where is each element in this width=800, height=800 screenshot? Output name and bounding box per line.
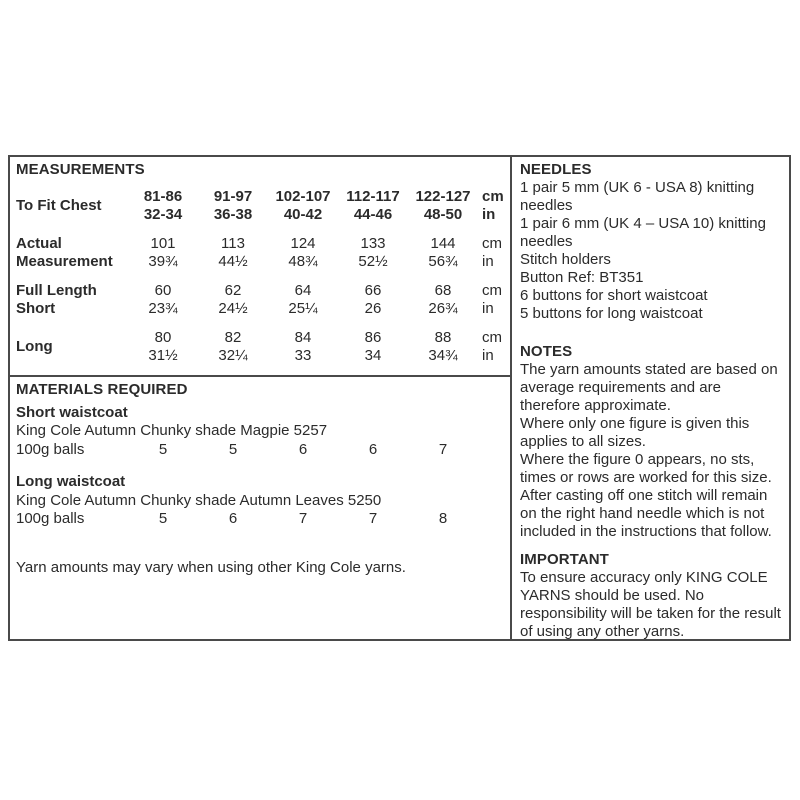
- balls-count: 6: [298, 440, 308, 458]
- needles-item: 5 buttons for long waistcoat: [520, 305, 703, 322]
- materials-long-waistcoat: [16, 473, 510, 529]
- balls-count: 8: [438, 510, 448, 527]
- size-in: 40-42: [283, 206, 323, 223]
- value-cm: 88: [434, 328, 452, 346]
- size-in: 32-34: [143, 206, 183, 223]
- value-cell: [268, 329, 338, 366]
- value-in: 26¾: [428, 300, 458, 317]
- unit-cell: [478, 329, 512, 366]
- value-cell: [128, 282, 198, 319]
- materials-short-waistcoat: [16, 404, 510, 460]
- value-cm: 66: [364, 281, 382, 299]
- needles-item: 6 buttons for short waistcoat: [520, 287, 708, 304]
- value-cell: [128, 329, 198, 366]
- unit-cell-empty: [478, 441, 512, 460]
- unit-cm: cm: [482, 328, 502, 346]
- right-column: [512, 157, 789, 639]
- value-cell: [198, 235, 268, 272]
- value-in: 48¾: [288, 253, 318, 270]
- value-in: 32¼: [218, 347, 248, 364]
- value-cm: 82: [224, 328, 242, 346]
- size-cm: 112-117: [346, 187, 400, 205]
- value-cell: [408, 329, 478, 366]
- measurements-row-to-fit-chest: [16, 188, 510, 225]
- notes-section: [520, 343, 781, 541]
- unit-cell-empty: [478, 510, 512, 529]
- unit-cm: cm: [482, 281, 502, 299]
- value-cell: [198, 329, 268, 366]
- size-cell: [268, 188, 338, 225]
- value-cm: 84: [294, 328, 312, 346]
- size-cell: [198, 188, 268, 225]
- row-label: [16, 188, 128, 225]
- balls-count: 7: [438, 440, 448, 458]
- value-cm: 60: [154, 281, 172, 299]
- measurements-row-actual-measurement: [16, 235, 510, 272]
- materials-section: [10, 377, 510, 639]
- row-label-line: Long: [16, 337, 53, 355]
- size-cm: 122-127: [415, 187, 471, 205]
- value-cell: [408, 282, 478, 319]
- needles-item: Stitch holders: [520, 251, 611, 268]
- measurements-row-full-length-short: [16, 282, 510, 319]
- balls-row: [16, 510, 510, 529]
- row-label-line: Full Length: [16, 281, 97, 299]
- yarn-variation-note: Yarn amounts may vary when using other King Cole yarns.: [16, 558, 406, 576]
- garment-name: Short waistcoat: [16, 403, 128, 421]
- value-cell: [338, 235, 408, 272]
- value-cell: [338, 282, 408, 319]
- balls-count: 5: [228, 440, 238, 458]
- value-cm: 64: [294, 281, 312, 299]
- balls-count: 7: [368, 510, 378, 527]
- measurements-title: MEASUREMENTS: [16, 161, 145, 178]
- row-label-line: Short: [16, 300, 56, 317]
- balls-count: 5: [158, 440, 168, 458]
- notes-paragraph: Where only one figure is given this applies to all sizes.: [520, 415, 750, 450]
- value-in: 33: [294, 347, 312, 364]
- value-in: 34: [364, 347, 382, 364]
- notes-title: NOTES: [520, 343, 573, 360]
- balls-row: [16, 441, 510, 460]
- row-label-line: Actual: [16, 234, 62, 252]
- size-in: 36-38: [213, 206, 253, 223]
- row-label: [16, 235, 128, 272]
- value-cm: 144: [430, 234, 456, 252]
- unit-in: in: [482, 206, 496, 223]
- balls-label: 100g balls: [16, 440, 85, 458]
- value-cell: [338, 329, 408, 366]
- row-label-line: To Fit Chest: [16, 196, 102, 214]
- measurements-section: [10, 157, 510, 377]
- notes-paragraph: Where the figure 0 appears, no sts, times or rows are worked for this size.: [520, 451, 772, 486]
- value-cm: 80: [154, 328, 172, 346]
- value-cell: [128, 235, 198, 272]
- yarn-description: King Cole Autumn Chunky shade Magpie 5257: [16, 422, 328, 439]
- unit-in: in: [482, 347, 494, 364]
- garment-name: Long waistcoat: [16, 473, 126, 490]
- needles-title: NEEDLES: [520, 161, 592, 178]
- row-label-line: Measurement: [16, 253, 113, 270]
- unit-cell: [478, 235, 512, 272]
- important-section: [520, 551, 781, 641]
- unit-in: in: [482, 300, 494, 317]
- value-in: 25¼: [288, 300, 318, 317]
- important-text: To ensure accuracy only KING COLE YARNS should be used. No responsibility will be taken for the result of using any other yarns.: [520, 569, 781, 640]
- value-in: 24½: [218, 300, 248, 317]
- unit-cm: cm: [482, 234, 502, 252]
- row-label: [16, 282, 128, 319]
- balls-count: 6: [228, 510, 238, 527]
- value-cm: 86: [364, 328, 382, 346]
- unit-in: in: [482, 253, 494, 270]
- unit-cell: [478, 188, 512, 225]
- value-cm: 101: [150, 234, 176, 252]
- size-in: 48-50: [423, 206, 463, 223]
- value-in: 44½: [218, 253, 248, 270]
- value-in: 39¾: [148, 253, 178, 270]
- size-cell: [338, 188, 408, 225]
- value-in: 52½: [358, 253, 388, 270]
- needles-section: [520, 161, 781, 323]
- row-label: [16, 329, 128, 366]
- value-cm: 62: [224, 281, 242, 299]
- materials-title: MATERIALS REQUIRED: [16, 381, 188, 398]
- notes-paragraph: The yarn amounts stated are based on average requirements and are therefore approximate.: [520, 361, 778, 414]
- balls-count: 7: [298, 510, 308, 527]
- value-cm: 68: [434, 281, 452, 299]
- value-cm: 124: [290, 234, 316, 252]
- important-title: IMPORTANT: [520, 551, 609, 568]
- needles-item: 1 pair 5 mm (UK 6 - USA 8) knitting needles: [520, 179, 755, 214]
- size-in: 44-46: [353, 206, 393, 223]
- value-in: 56¾: [428, 253, 458, 270]
- value-cell: [198, 282, 268, 319]
- value-cell: [408, 235, 478, 272]
- balls-count: 6: [368, 440, 378, 458]
- left-column: [10, 157, 512, 639]
- value-cell: [268, 235, 338, 272]
- value-in: 23¾: [148, 300, 178, 317]
- value-cm: 113: [221, 234, 245, 252]
- size-cell: [128, 188, 198, 225]
- yarn-description: King Cole Autumn Chunky shade Autumn Leaves 5250: [16, 491, 382, 509]
- size-cm: 102-107: [275, 187, 331, 205]
- size-cm: 91-97: [213, 187, 253, 205]
- needles-item: Button Ref: BT351: [520, 269, 644, 286]
- notes-paragraph: After casting off one stitch will remain on the right hand needle which is not included in the instructions that follow.: [520, 487, 772, 540]
- value-in: 26: [364, 300, 382, 317]
- unit-cell: [478, 282, 512, 319]
- unit-cm: cm: [482, 187, 504, 205]
- value-in: 31½: [148, 347, 178, 364]
- needles-item: 1 pair 6 mm (UK 4 – USA 10) knitting needles: [520, 215, 766, 250]
- pattern-info-panel: [8, 155, 791, 641]
- measurements-row-long: [16, 329, 510, 366]
- size-cm: 81-86: [143, 187, 183, 205]
- value-cell: [268, 282, 338, 319]
- balls-count: 5: [158, 510, 168, 527]
- value-in: 34¾: [428, 347, 458, 364]
- balls-label: 100g balls: [16, 510, 85, 527]
- size-cell: [408, 188, 478, 225]
- value-cm: 133: [360, 234, 386, 252]
